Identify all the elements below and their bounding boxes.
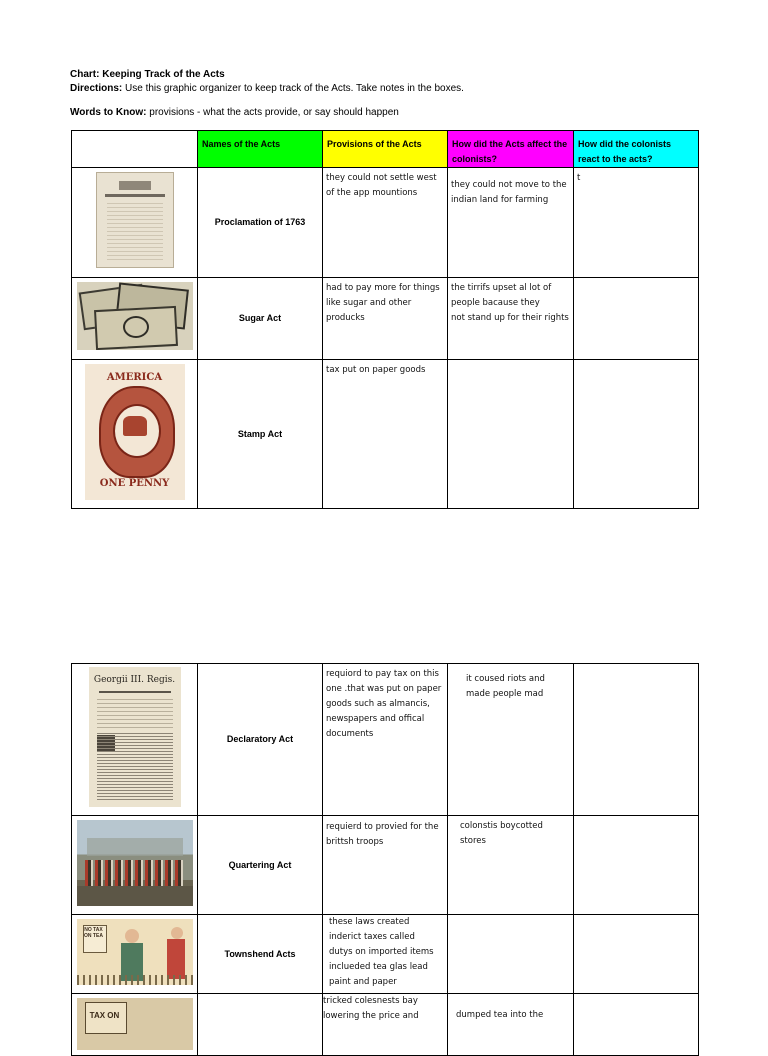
affect-cell xyxy=(448,915,574,994)
react-cell xyxy=(574,994,699,1056)
stamp-top-text: AMERICA xyxy=(106,371,163,383)
troops-painting-image xyxy=(77,820,193,906)
table-row xyxy=(72,664,699,816)
note-line: inderict taxes called xyxy=(329,932,415,942)
directions-text: Use this graphic organizer to keep track of the Acts. Take notes in the boxes. xyxy=(122,83,464,94)
cartoon-sign-text: NO TAX ON TEA xyxy=(84,926,103,939)
note-line: documents xyxy=(326,729,374,739)
image-cell xyxy=(72,278,198,360)
image-cell xyxy=(72,816,198,915)
act-name: Proclamation of 1763 xyxy=(198,168,323,278)
image-cell xyxy=(72,915,198,994)
affect-cell xyxy=(448,664,574,816)
provisions-cell xyxy=(323,664,448,816)
table-row xyxy=(72,816,699,915)
words-to-know-line xyxy=(70,107,399,119)
react-cell xyxy=(574,278,699,360)
react-cell xyxy=(574,360,699,509)
col-header-affect: How did the Acts affect the colonists? xyxy=(448,131,574,168)
note-line: these laws created xyxy=(329,917,410,927)
image-cell xyxy=(72,664,198,816)
note-line: tricked colesnests bay xyxy=(323,996,418,1006)
note-line: it coused riots and xyxy=(466,674,545,684)
note-line: producks xyxy=(326,313,365,323)
note-line: paint and paper xyxy=(329,977,397,987)
provisions-cell xyxy=(323,278,448,360)
col-header-provisions: Provisions of the Acts xyxy=(323,131,448,168)
act-name: Declaratory Act xyxy=(198,664,323,816)
provisions-cell xyxy=(323,168,448,278)
words-text: provisions - what the acts provide, or say should happen xyxy=(146,107,399,118)
provisions-cell xyxy=(323,915,448,994)
directions-label: Directions: xyxy=(70,83,123,94)
provisions-cell xyxy=(323,994,448,1056)
note-line: tax put on paper goods xyxy=(326,365,426,375)
affect-cell xyxy=(448,994,574,1056)
document-heading-text: Georgii III. Regis. xyxy=(93,675,176,685)
header-row xyxy=(72,131,699,168)
header-blank-cell xyxy=(72,131,198,168)
act-name: Sugar Act xyxy=(198,278,323,360)
table-row xyxy=(72,994,699,1056)
react-cell xyxy=(574,915,699,994)
note-line: inclueded tea glas lead xyxy=(329,962,428,972)
georgii-iii-regis-document-image xyxy=(89,667,181,807)
note-line: people bacause they xyxy=(451,298,540,308)
note-line: brittsh troops xyxy=(326,837,384,847)
banknotes-image xyxy=(77,282,193,350)
react-cell xyxy=(574,168,699,278)
note-line: not stand up for their rights xyxy=(451,313,569,323)
image-cell xyxy=(72,168,198,278)
act-name xyxy=(198,994,323,1056)
note-line: one .that was put on paper xyxy=(326,684,442,694)
note-line: had to pay more for things xyxy=(326,283,440,293)
react-cell xyxy=(574,664,699,816)
act-name: Stamp Act xyxy=(198,360,323,509)
note-line: goods such as almancis, xyxy=(326,699,430,709)
america-one-penny-stamp-image xyxy=(85,364,185,500)
react-cell xyxy=(574,816,699,915)
table-row xyxy=(72,278,699,360)
note-line: made people mad xyxy=(466,689,544,699)
no-tax-on-tea-cartoon-image xyxy=(77,919,193,985)
note-line: the tirrifs upset al lot of xyxy=(451,283,552,293)
act-name: Townshend Acts xyxy=(198,915,323,994)
words-label: Words to Know: xyxy=(70,107,147,118)
page-title xyxy=(70,69,225,81)
note-line: requiord to pay tax on this xyxy=(326,669,439,679)
provisions-cell xyxy=(323,816,448,915)
table-row xyxy=(72,915,699,994)
title-label: Chart: Keeping Track of the Acts xyxy=(70,69,225,80)
col-header-react: How did the colonists react to the acts? xyxy=(574,131,699,168)
note-line: like sugar and other xyxy=(326,298,412,308)
note-line: they could not move to the xyxy=(451,180,567,190)
note-line: dumped tea into the xyxy=(456,1010,544,1020)
note-line: lowering the price and xyxy=(323,1011,419,1021)
acts-table-top xyxy=(71,130,699,509)
stamp-bottom-text: ONE PENNY xyxy=(99,477,170,489)
proclamation-document-image xyxy=(96,172,174,268)
note-line: t xyxy=(577,173,581,183)
acts-table-bottom xyxy=(71,663,699,1056)
affect-cell xyxy=(448,278,574,360)
note-line: stores xyxy=(460,836,486,846)
image-cell xyxy=(72,994,198,1056)
act-name: Quartering Act xyxy=(198,816,323,915)
tax-on-tea-sign-image xyxy=(77,998,193,1050)
sign-text: TAX ON xyxy=(89,1011,120,1020)
affect-cell xyxy=(448,168,574,278)
image-cell xyxy=(72,360,198,509)
note-line: newspapers and offical xyxy=(326,714,425,724)
directions-line xyxy=(70,83,464,95)
note-line: indian land for farming xyxy=(451,195,549,205)
note-line: colonstis boycotted xyxy=(460,821,543,831)
affect-cell xyxy=(448,816,574,915)
note-line: they could not settle west xyxy=(326,173,437,183)
note-line: of the app mountions xyxy=(326,188,418,198)
col-header-names: Names of the Acts xyxy=(198,131,323,168)
table-row xyxy=(72,168,699,278)
table-row xyxy=(72,360,699,509)
affect-cell xyxy=(448,360,574,509)
note-line: dutys on imported items xyxy=(329,947,434,957)
provisions-cell xyxy=(323,360,448,509)
note-line: requierd to provied for the xyxy=(326,822,439,832)
